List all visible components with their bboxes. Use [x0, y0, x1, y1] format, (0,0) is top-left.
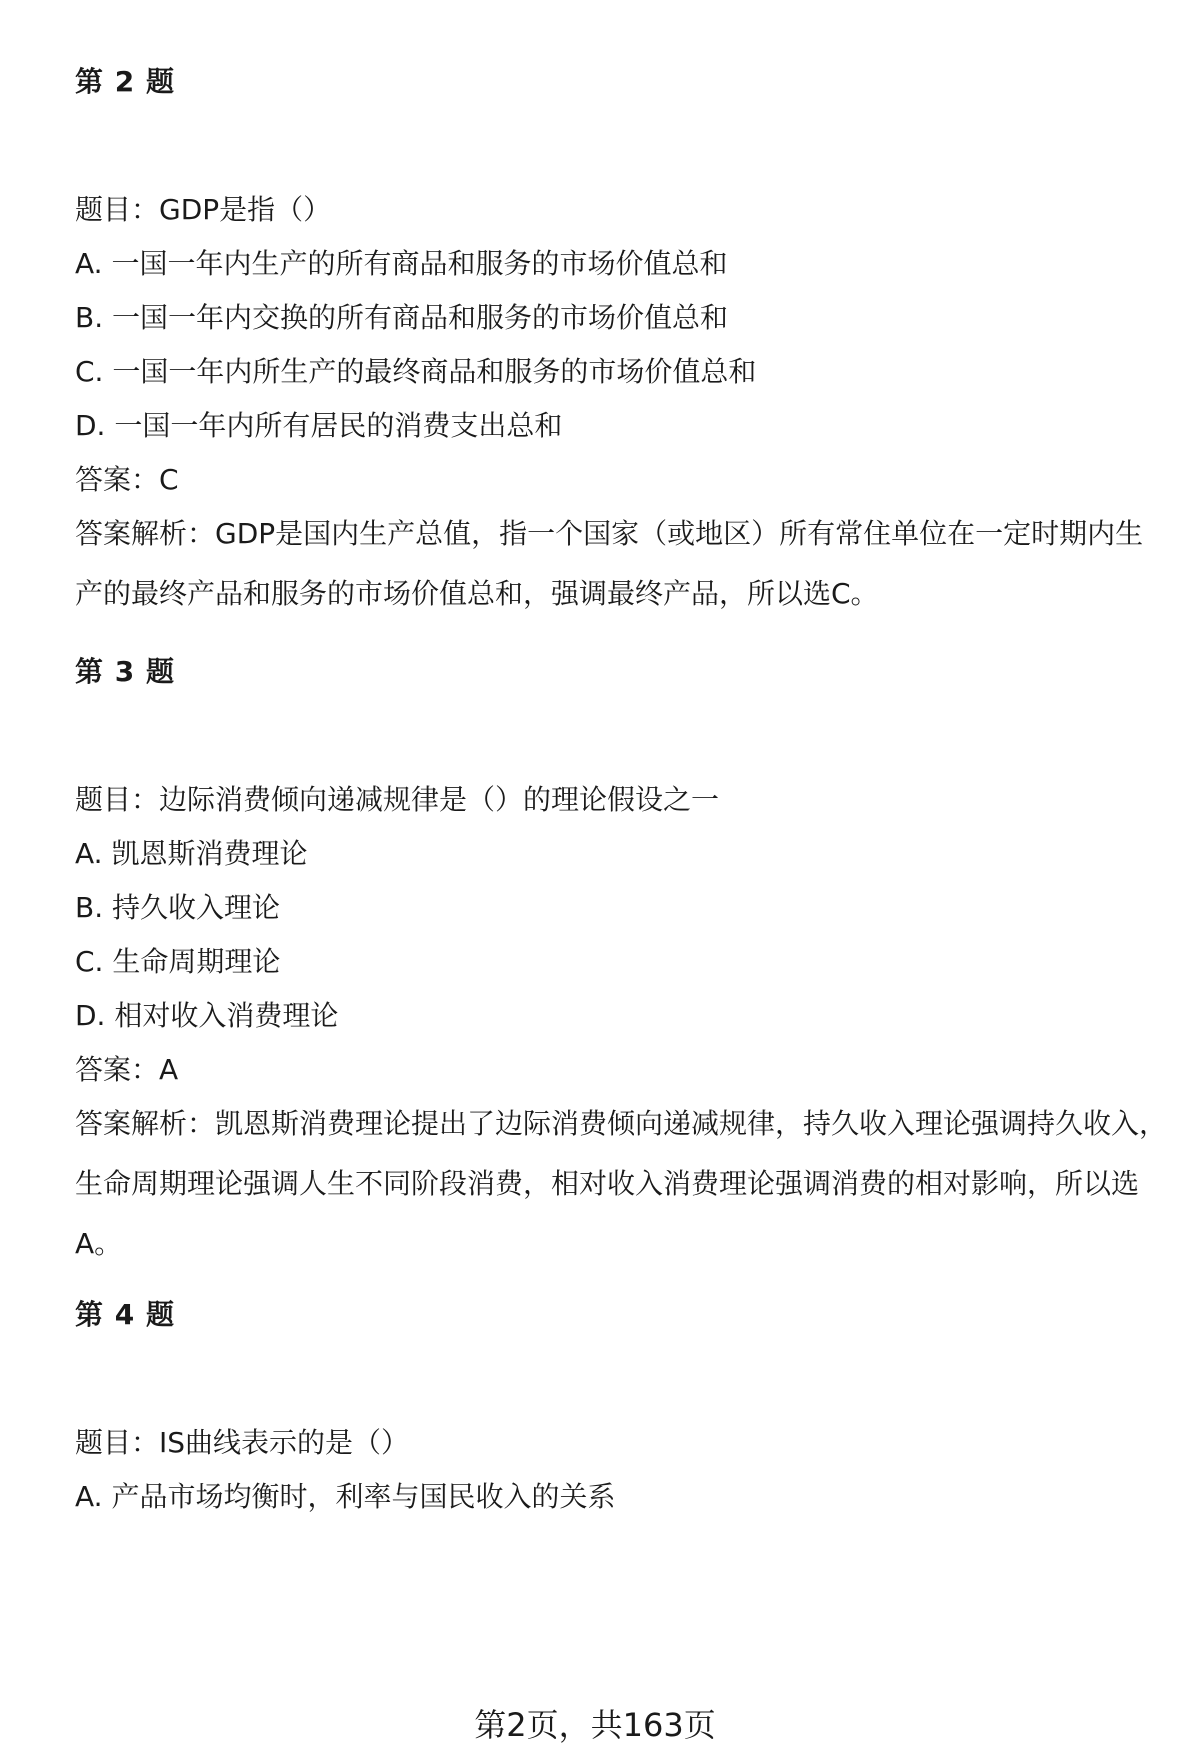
question-3-option-d: D. 相对收入消费理论: [75, 999, 339, 1032]
question-2-answer: 答案：C: [75, 463, 179, 496]
question-3-option-b: B. 持久收入理论: [75, 891, 281, 924]
question-3-stem: 题目：边际消费倾向递减规律是（）的理论假设之一: [75, 783, 720, 816]
question-3-option-c: C. 生命周期理论: [75, 945, 281, 978]
question-4-option-a: A. 产品市场均衡时，利率与国民收入的关系: [75, 1480, 616, 1513]
question-2-explanation: 答案解析：GDP是国内生产总值，指一个国家（或地区）所有常住单位在一定时期内生产的最终产品和服务的市场价值总和，强调最终产品，所以选C。: [75, 517, 1144, 610]
question-2-option-b: B. 一国一年内交换的所有商品和服务的市场价值总和: [75, 301, 729, 334]
question-3-header: 第 3 题: [75, 655, 175, 688]
question-3-explanation: 答案解析：凯恩斯消费理论提出了边际消费倾向递减规律，持久收入理论强调持久收入，生命周期理论强调人生不同阶段消费，相对收入消费理论强调消费的相对影响，所以选A。: [75, 1107, 1168, 1260]
question-2-header: 第 2 题: [75, 65, 175, 98]
question-4-stem: 题目：IS曲线表示的是（）: [75, 1426, 410, 1459]
question-2-option-c: C. 一国一年内所生产的最终商品和服务的市场价值总和: [75, 355, 757, 388]
question-2-option-a: A. 一国一年内生产的所有商品和服务的市场价值总和: [75, 247, 728, 280]
question-2-stem: 题目：GDP是指（）: [75, 193, 332, 226]
question-4-header: 第 4 题: [75, 1298, 175, 1331]
page-footer: 第2页，共163页: [474, 1706, 716, 1744]
question-2-option-d: D. 一国一年内所有居民的消费支出总和: [75, 409, 563, 442]
question-3-option-a: A. 凯恩斯消费理论: [75, 837, 308, 870]
question-3-answer: 答案：A: [75, 1053, 179, 1086]
